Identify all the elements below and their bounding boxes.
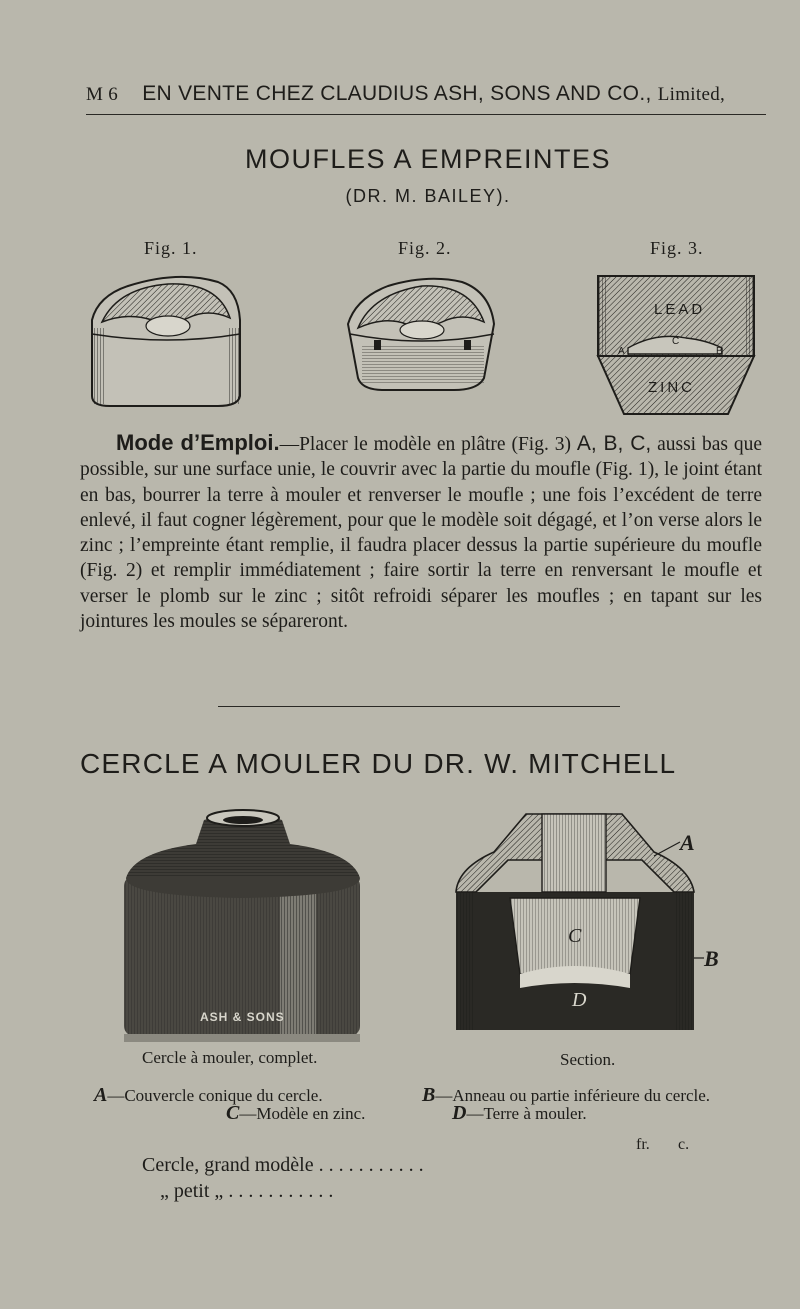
price-row-grand <box>142 1154 424 1177</box>
price-header-francs: fr. <box>636 1136 650 1153</box>
fig1-label: Fig. 1. <box>144 238 198 258</box>
instructions-letters: A, B, C, <box>576 432 652 455</box>
price-row-petit-leader: . . . . . . . . . . . <box>228 1180 334 1202</box>
legend-c-letter: C <box>226 1102 240 1124</box>
section-label-a: A <box>680 830 695 855</box>
price-row-grand-label: Cercle, grand modèle <box>142 1154 314 1176</box>
fig2-label: Fig. 2. <box>398 238 452 258</box>
instructions-part2: aussi bas que possible, sur une surface unie, le couvrir avec la partie du moufle (Fig. 1), le joint étant en bas, bourrer la terre à mouler et renverser le moufle ; une fois l’excédent de terre enlevé, il faut cogner légèrement, pour que le modèle soit dégagé, et l’on verse alors le zinc ; l’empreinte étant remplie, il faudra placer dessus la partie supérieure du moufle (Fig. 2) et remplir immédiatement ; faire sortir la terre en renversant le moufle et verser le plomb sur le zinc ; sitôt refroidi séparer les moufles ; en tapant sur les jointures les moules se sépareront. <box>80 434 763 633</box>
header-text: EN VENTE CHEZ CLAUDIUS ASH, SONS AND CO., <box>142 82 652 105</box>
legend-b-letter: B <box>422 1084 436 1106</box>
legend-b-text: —Anneau ou partie inférieure du cercle. <box>435 1086 711 1105</box>
section-label-b: B <box>704 946 719 971</box>
price-header-centimes: c. <box>678 1136 690 1153</box>
lead-label: LEAD <box>654 301 706 318</box>
section1-title: MOUFLES A EMPREINTES <box>244 144 612 174</box>
section-label-d: D <box>572 989 587 1011</box>
page-number: M 6 <box>86 84 119 105</box>
zinc-label: ZINC <box>648 379 695 396</box>
legend-d-letter: D <box>452 1102 467 1124</box>
section1-subtitle: (DR. M. BAILEY). <box>345 186 511 206</box>
flask-top-illustration <box>344 268 500 394</box>
legend-a-letter: A <box>94 1084 108 1106</box>
legend-a-text: —Couvercle conique du cercle. <box>107 1086 323 1105</box>
instructions-paragraph <box>80 430 762 634</box>
legend-d-text: —Terre à mouler. <box>466 1104 587 1123</box>
header-suffix: Limited, <box>657 84 726 105</box>
casting-ring-section-illustration <box>454 808 734 1034</box>
letter-a: A <box>618 346 625 357</box>
mould-section-illustration <box>596 274 756 416</box>
letter-c: C <box>672 336 680 347</box>
legend-c-text: —Modèle en zinc. <box>239 1104 366 1123</box>
instructions-lead: Mode d’Emploi. <box>116 430 280 455</box>
letter-b: B <box>716 346 723 357</box>
legend-c <box>226 1102 365 1125</box>
legend-d <box>452 1102 587 1125</box>
running-header <box>86 82 766 106</box>
header-rule <box>86 114 766 115</box>
price-row-petit-label: „ petit „ <box>160 1180 224 1202</box>
fig3-label: Fig. 3. <box>650 238 704 258</box>
price-row-grand-leader: . . . . . . . . . . . <box>318 1154 424 1176</box>
price-row-petit <box>160 1180 333 1203</box>
section2-title: CERCLE A MOULER DU DR. W. MITCHELL <box>80 748 677 779</box>
caption-section: Section. <box>560 1050 616 1069</box>
flask-illustration <box>88 268 246 410</box>
caption-complete: Cercle à mouler, complet. <box>142 1048 318 1067</box>
instructions-part1: —Placer le modèle en plâtre (Fig. 3) <box>279 434 577 455</box>
brand-stamp: ASH & SONS <box>200 1010 285 1024</box>
casting-ring-illustration <box>104 806 366 1044</box>
section-label-c: C <box>568 925 582 947</box>
section-divider <box>218 706 620 707</box>
